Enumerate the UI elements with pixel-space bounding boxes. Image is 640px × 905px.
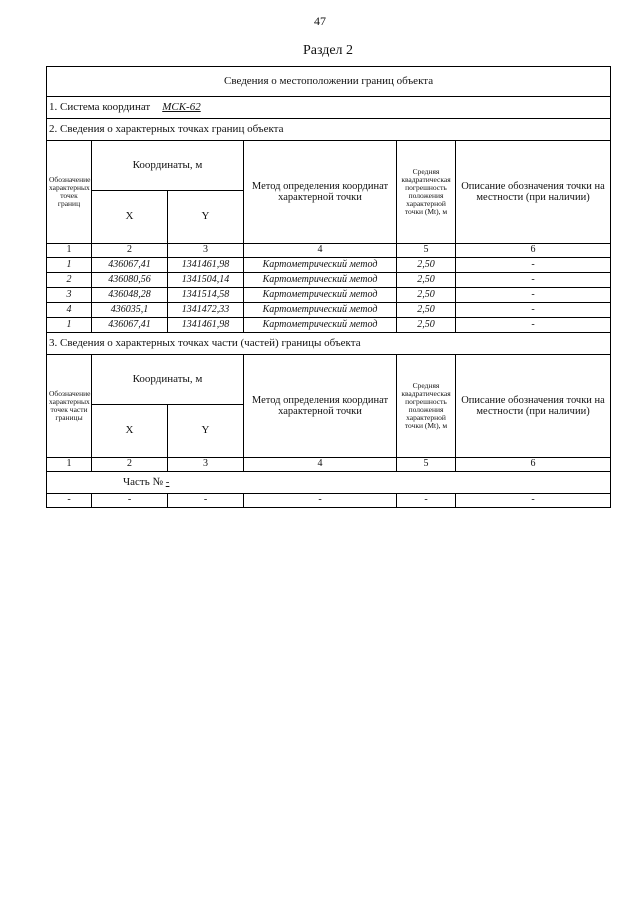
error: 2,50 (397, 303, 456, 318)
table-row (47, 494, 611, 508)
point-id: 4 (47, 303, 92, 318)
s3-header-error: Средняя квадратическая погрешность положения характерной точки (Mt), м (397, 355, 456, 458)
s3-col-num: 5 (397, 458, 456, 472)
point-id: 1 (47, 258, 92, 273)
method: Картометрический метод (244, 273, 397, 288)
section2-title: 2. Сведения о характерных точках границ объекта (47, 119, 611, 141)
s3-header-coords: Координаты, м (92, 355, 244, 405)
point-id: 3 (47, 288, 92, 303)
s3-col-num: 1 (47, 458, 92, 472)
s2-header-desc: Описание обозначения точки на местности (при наличии) (456, 141, 611, 244)
s2-header-method: Метод определения координат характерной точки (244, 141, 397, 244)
coord-system-value: МСК-62 (162, 100, 201, 113)
section3-title: 3. Сведения о характерных точках части (частей) границы объекта (47, 333, 611, 355)
description: - (456, 303, 611, 318)
description: - (456, 288, 611, 303)
s2-col-num: 1 (47, 244, 92, 258)
error: 2,50 (397, 288, 456, 303)
s2-header-x: X (92, 191, 168, 244)
s3-header-desc: Описание обозначения точки на местности (при наличии) (456, 355, 611, 458)
s2-header-error: Средняя квадратическая погрешность положения характерной точки (Mt), м (397, 141, 456, 244)
empty-cell: - (47, 494, 92, 508)
table-title: Сведения о местоположении границ объекта (47, 67, 611, 97)
method: Картометрический метод (244, 288, 397, 303)
part-value: - (165, 475, 170, 488)
s3-col-num: 2 (92, 458, 168, 472)
s3-col-num: 3 (168, 458, 244, 472)
empty-cell: - (244, 494, 397, 508)
empty-cell: - (168, 494, 244, 508)
s3-header-method: Метод определения координат характерной точки (244, 355, 397, 458)
coord-x: 436048,28 (92, 288, 168, 303)
description: - (456, 318, 611, 333)
method: Картометрический метод (244, 258, 397, 273)
part-label: Часть № (123, 475, 163, 488)
s2-col-num: 3 (168, 244, 244, 258)
coord-y: 1341461,98 (168, 258, 244, 273)
s2-header-coords: Координаты, м (92, 141, 244, 191)
part-row (47, 472, 611, 494)
error: 2,50 (397, 273, 456, 288)
table-row (47, 258, 611, 273)
s3-header-point: Обозначение характерных точек части границы (47, 355, 92, 458)
point-id: 2 (47, 273, 92, 288)
coord-y: 1341514,58 (168, 288, 244, 303)
description: - (456, 258, 611, 273)
s2-col-num: 6 (456, 244, 611, 258)
s3-header-x: X (92, 405, 168, 458)
s2-col-num: 4 (244, 244, 397, 258)
s2-header-point: Обозначение характерных точек границ (47, 141, 92, 244)
description: - (456, 273, 611, 288)
error: 2,50 (397, 258, 456, 273)
empty-cell: - (456, 494, 611, 508)
coord-x: 436035,1 (92, 303, 168, 318)
coord-x: 436067,41 (92, 318, 168, 333)
s3-header-y: Y (168, 405, 244, 458)
empty-cell: - (397, 494, 456, 508)
table-row (47, 303, 611, 318)
section-title: Раздел 2 (302, 43, 354, 58)
s2-col-num: 5 (397, 244, 456, 258)
coord-system-row (47, 97, 611, 119)
s2-header-y: Y (168, 191, 244, 244)
empty-cell: - (92, 494, 168, 508)
coord-y: 1341461,98 (168, 318, 244, 333)
coord-y: 1341504,14 (168, 273, 244, 288)
boundary-table (46, 66, 611, 508)
table-row (47, 318, 611, 333)
coord-y: 1341472,33 (168, 303, 244, 318)
method: Картометрический метод (244, 303, 397, 318)
method: Картометрический метод (244, 318, 397, 333)
s2-col-num: 2 (92, 244, 168, 258)
page-number: 47 (314, 14, 326, 28)
coord-x: 436080,56 (92, 273, 168, 288)
s3-col-num: 6 (456, 458, 611, 472)
error: 2,50 (397, 318, 456, 333)
point-id: 1 (47, 318, 92, 333)
s3-col-num: 4 (244, 458, 397, 472)
table-row (47, 288, 611, 303)
coord-system-label: 1. Система координат (49, 100, 151, 113)
table-row (47, 273, 611, 288)
coord-x: 436067,41 (92, 258, 168, 273)
